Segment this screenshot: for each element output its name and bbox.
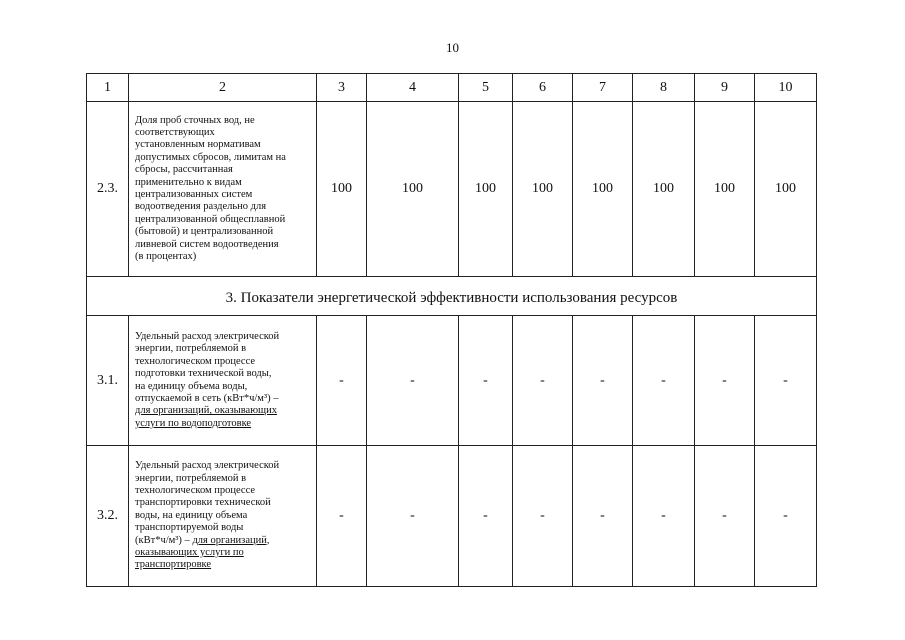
description-line-mixed bbox=[135, 535, 312, 547]
description-line: (бытовой) и централизованной bbox=[135, 226, 274, 238]
description-line: сбросы, рассчитанная bbox=[135, 164, 233, 176]
section-title: 3. Показатели энергетической эффективности использования ресурсов bbox=[87, 277, 817, 316]
row-number: 2.3. bbox=[87, 102, 129, 277]
description-line: Удельный расход электрической bbox=[135, 460, 280, 472]
description-line: допустимых сбросов, лимитам на bbox=[135, 151, 286, 163]
table-row bbox=[87, 316, 817, 446]
description-line: воды, на единицу объема bbox=[135, 509, 248, 521]
header-cell: 6 bbox=[513, 74, 573, 102]
value-cell: 100 bbox=[459, 102, 513, 277]
section-row bbox=[87, 277, 817, 316]
description-line: на единицу объема воды, bbox=[135, 380, 248, 392]
description-line: отпускаемой в сеть (кВт*ч/м³) – bbox=[135, 392, 279, 404]
header-cell: 4 bbox=[367, 74, 459, 102]
value-cell: - bbox=[755, 316, 817, 446]
header-cell: 10 bbox=[755, 74, 817, 102]
value-cell: - bbox=[367, 446, 459, 587]
value-cell: 100 bbox=[367, 102, 459, 277]
description-line: транспортировки технической bbox=[135, 497, 271, 509]
value-cell: 100 bbox=[573, 102, 633, 277]
indicators-table bbox=[86, 73, 817, 587]
value-cell: - bbox=[573, 446, 633, 587]
description-line-underlined: услуги по водоподготовке bbox=[135, 417, 252, 429]
description-line: установленным нормативам bbox=[135, 139, 261, 151]
value-cell: - bbox=[695, 446, 755, 587]
value-cell: - bbox=[459, 316, 513, 446]
description-line: Удельный расход электрической bbox=[135, 330, 280, 342]
description-line: соответствующих bbox=[135, 126, 215, 138]
description-line: ливневой систем водоотведения bbox=[135, 238, 279, 250]
value-cell: 100 bbox=[633, 102, 695, 277]
description-line: водоотведения раздельно для bbox=[135, 201, 267, 213]
value-cell: 100 bbox=[755, 102, 817, 277]
value-cell: 100 bbox=[513, 102, 573, 277]
header-cell: 5 bbox=[459, 74, 513, 102]
description-line-underlined: транспортировке bbox=[135, 559, 212, 571]
description-line: энергии, потребляемой в bbox=[135, 472, 247, 484]
row-description bbox=[129, 446, 317, 587]
value-cell: - bbox=[459, 446, 513, 587]
table-row bbox=[87, 446, 817, 587]
description-line: централизованной общесплавной bbox=[135, 213, 286, 225]
description-line: Доля проб сточных вод, не bbox=[135, 114, 255, 126]
description-line: технологическом процессе bbox=[135, 484, 256, 496]
value-cell: - bbox=[695, 316, 755, 446]
value-cell: - bbox=[367, 316, 459, 446]
description-text-underlined: для организаций, bbox=[192, 534, 270, 546]
table-row bbox=[87, 102, 817, 277]
value-cell: - bbox=[633, 446, 695, 587]
page-number: 10 bbox=[446, 40, 459, 55]
description-line: транспортируемой воды bbox=[135, 522, 244, 534]
description-line: энергии, потребляемой в bbox=[135, 343, 247, 355]
header-cell: 7 bbox=[573, 74, 633, 102]
description-line: централизованных систем bbox=[135, 189, 253, 200]
description-line: технологическом процессе bbox=[135, 355, 256, 367]
value-cell: 100 bbox=[695, 102, 755, 277]
unit-text: (кВт*ч/м³) – bbox=[135, 534, 193, 546]
description-line: подготовки технической воды, bbox=[135, 368, 272, 380]
description-line: (в процентах) bbox=[135, 251, 197, 263]
row-number: 3.1. bbox=[87, 316, 129, 446]
header-row bbox=[87, 74, 817, 102]
value-cell: - bbox=[633, 316, 695, 446]
value-cell: - bbox=[317, 446, 367, 587]
value-cell: - bbox=[513, 446, 573, 587]
value-cell: - bbox=[573, 316, 633, 446]
value-cell: - bbox=[513, 316, 573, 446]
header-cell: 9 bbox=[695, 74, 755, 102]
header-cell: 2 bbox=[129, 74, 317, 102]
value-cell: 100 bbox=[317, 102, 367, 277]
header-cell: 8 bbox=[633, 74, 695, 102]
row-description bbox=[129, 316, 317, 446]
row-description bbox=[129, 102, 317, 277]
value-cell: - bbox=[755, 446, 817, 587]
description-line-underlined: оказывающих услуги по bbox=[135, 547, 244, 559]
header-cell: 1 bbox=[87, 74, 129, 102]
row-number: 3.2. bbox=[87, 446, 129, 587]
description-line-underlined: для организаций, оказывающих bbox=[135, 405, 277, 417]
value-cell: - bbox=[317, 316, 367, 446]
description-line: применительно к видам bbox=[135, 176, 242, 188]
header-cell: 3 bbox=[317, 74, 367, 102]
